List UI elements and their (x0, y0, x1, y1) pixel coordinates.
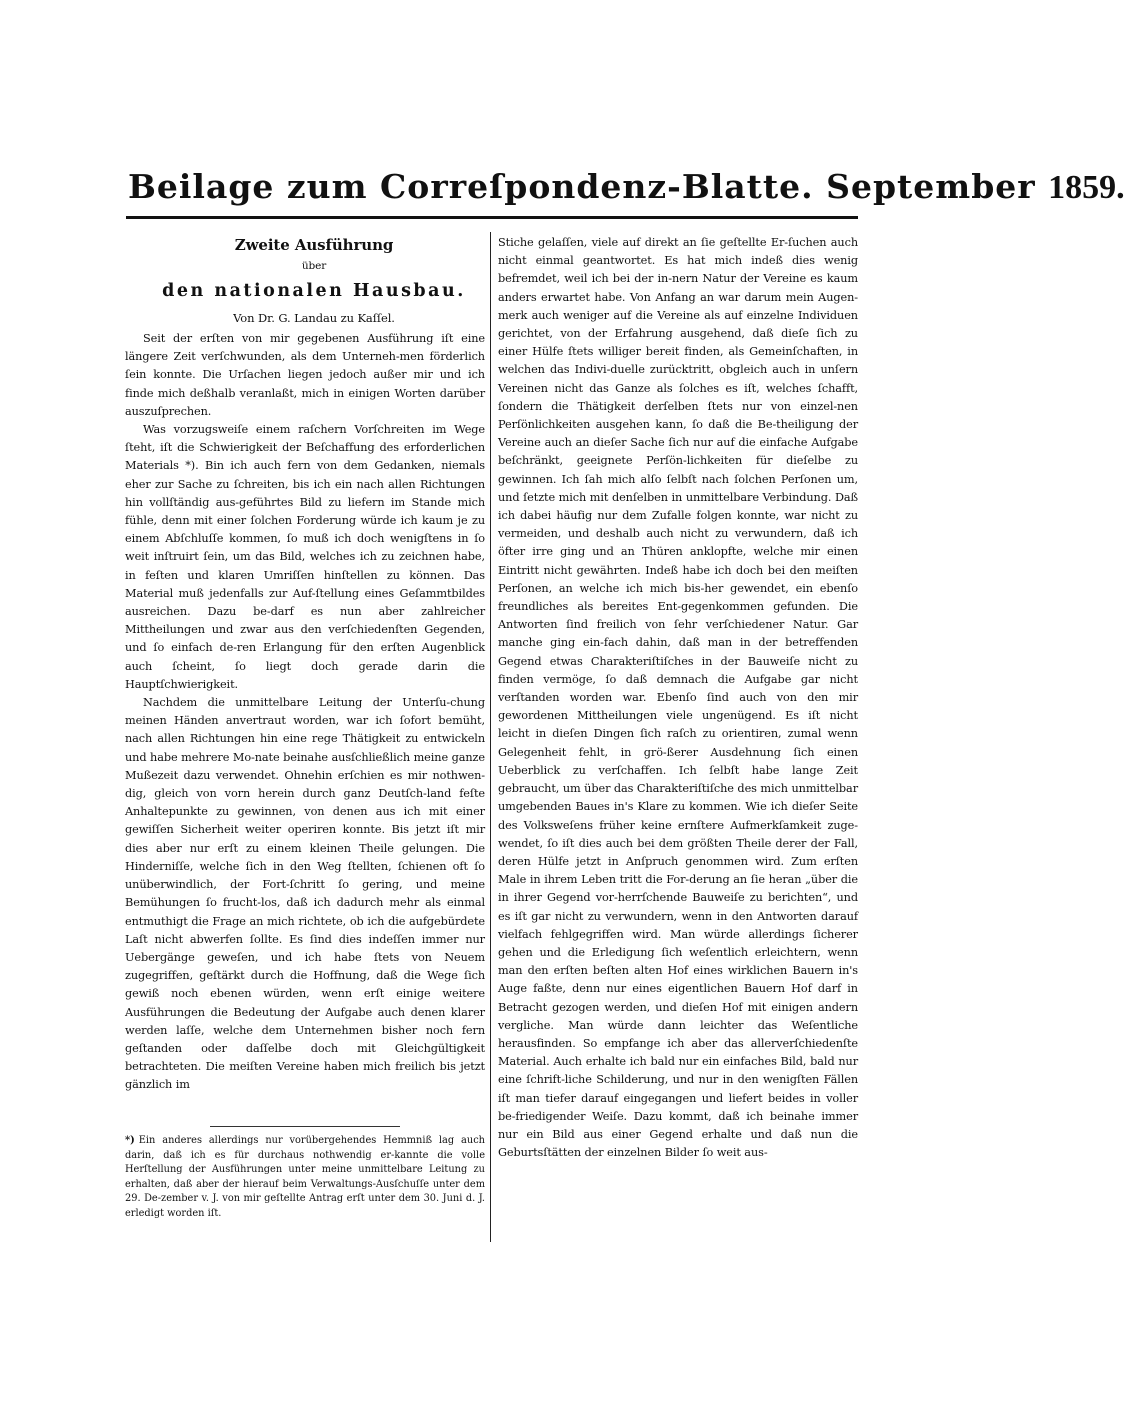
left-paragraph-3: Nachdem die unmittelbare Leitung der Unterſu-chung meinen Händen anvertraut worden, war ich ſofort bemüht, nach allen Richtungen hin eine rege Thätigkeit zu entwickeln und habe mehrere Mo-nate beinahe ausſchließlich meine ganze Mußezeit dazu verwendet. Ohnehin erſchien es mir nothwen-dig, gleich von vorn herein durch ganz Deutſch-land feſte Anhaltepunkte zu gewinnen, von denen aus ich mit einer gewiſſen Sicherheit weiter operiren konnte. Bis jetzt iſt mir dies aber nur erſt zu einem kleinen Theile gelungen. Die Hinderniſſe, welche ſich in den Weg ſtellten, ſchienen oft ſo unüberwindlich, der Fort-ſchritt ſo gering, und meine Bemühungen ſo frucht-los, daß ich dadurch mehr als einmal entmuthigt die Frage an mich richtete, ob ich die aufgebürdete Laſt nicht abwerfen ſollte. Es ſind dies indeſſen immer nur Uebergänge geweſen, und ich habe ſtets von Neuem zugegriffen, geſtärkt durch die Hoffnung, daß die Wege ſich gewiß noch ebenen würden, wenn erſt einige weitere Ausführungen die Bedeutung der Aufgabe auch denen klarer werden laſſe, welche dem Unternehmen bisher noch fern geſtanden oder daſſelbe doch mit Gleichgültigkeit betrachteten. Die meiſten Vereine haben mich freilich bis jetzt gänzlich im (125, 696, 485, 1092)
article-subject: den nationalen Hausbau. (162, 281, 466, 301)
footnote-mark: *) (125, 1135, 135, 1146)
right-paragraph-1: Stiche gelaſſen, viele auf direkt an ſie geſtellte Er-ſuchen auch nicht einmal geantwortet. Es hat mich indeß dies wenig befremdet, weil ich bei der in-nern Natur der Vereine es kaum anders erwartet habe. Von Anfang an war darum mein Augen-merk auch weniger auf die Vereine als auf einzelne Individuen gerichtet, von der Erfahrung ausgehend, daß dieſe ſich zu einer Hülfe ſtets williger bereit finden, als Gemeinſchaften, in welchen das Indivi-duelle zurücktritt, obgleich auch in unſern Vereinen nicht das Ganze als ſolches es iſt, welches ſchafft, ſondern die Thätigkeit derſelben ſtets nur von einzel-nen Perſönlichkeiten ausgehen kann, ſo daß die Be-theiligung der Vereine auch an dieſer Sache ſich nur auf die einfache Aufgabe beſchränkt, geeignete Perſön-lichkeiten für dieſelbe zu gewinnen. Ich ſah mich alſo ſelbſt nach ſolchen Perſonen um, und ſetzte mich mit denſelben in unmittelbare Verbindung. Daß ich dabei häufig nur dem Zufalle folgen konnte, war nicht zu vermeiden, und deshalb auch nicht zu verwundern, daß ich öfter irre ging und an Thüren anklopfte, welche mir einen Eintritt nicht gewährten. Indeß habe ich doch bei den meiſten Perſonen, an welche ich mich bis-her gewendet, ein ebenſo freundliches als bereites Ent-gegenkommen gefunden. Die Antworten ſind freilich von ſehr verſchiedener Natur. Gar manche ging ein-fach dahin, daß man in der betreffenden Gegend etwas Charakteriſtiſches in der Bauweiſe nicht zu finden vermöge, ſo daß demnach die Aufgabe gar nicht verſtanden worden war. Ebenſo ſind auch von den mir gewordenen Mittheilungen viele ungenügend. Es iſt nicht leicht in dieſen Dingen ſich raſch zu orientiren, zumal wenn Gelegenheit fehlt, in grö-ßerer Ausdehnung ſich einen Ueberblick zu verſchaffen. Ich ſelbſt habe lange Zeit gebraucht, um über das Charakteriſtiſche des mich unmittelbar umgebenden Baues in's Klare zu kommen. Wie ich dieſer Seite des Volksweſens früher keine ernſtere Aufmerkſamkeit zuge-wendet, ſo iſt dies auch bei dem größten Theile derer der Fall, deren Hülfe jetzt in Anſpruch genommen wird. Zum erſten Male in ihrem Leben tritt die For-derung an ſie heran „über die in ihrer Gegend vor-herrſchende Bauweiſe zu berichten“, und es iſt gar nicht zu verwundern, wenn in den Antworten darauf vielfach fehlgegriffen wird. Man würde allerdings ſicherer gehen und die Erledigung ſich weſentlich erleichtern, wenn man den erſten beſten alten Hof eines wirklichen Bauern in's Auge faßte, denn nur eines eigentlichen Bauern Hof darf in Betracht gezogen werden, und dieſen Hof mit einigen andern vergliche. Man würde dann leichter das Weſentliche herausfinden. So empfange ich aber das allerverſchiedenſte Material. Auch erhalte ich bald nur ein einfaches Bild, bald nur eine ſchrift-liche Schilderung, und nur in den wenigſten Fällen iſt man tiefer darauf eingegangen und liefert beides in voller be-friedigender Weiſe. Dazu kommt, daß ich beinahe immer nur ein Bild aus einer Gegend erhalte und daß nun die Geburtsſtätten der einzelnen Bilder ſo weit aus- (498, 236, 858, 1160)
right-column (498, 234, 858, 1162)
masthead-rule (126, 216, 858, 219)
left-column (125, 234, 485, 1095)
masthead (128, 156, 1125, 218)
footnote-text: Ein anderes allerdings nur vorübergehendes Hemmniß lag auch darin, daß ich es für durchaus nothwendig er-kannte die volle Herſtellung der Ausführungen unter meine unmittelbare Leitung zu erhalten, daß aber der hierauf beim Verwaltungs-Ausſchuſſe unter dem 29. De-zember v. J. von mir geſtellte Antrag erſt unter dem 30. Juni d. J. erledigt worden iſt. (125, 1135, 485, 1219)
masthead-title: Beilage zum Correſpondenz-Blatte. (128, 167, 814, 206)
masthead-year: 1859. (1048, 169, 1125, 206)
footnote-rule (210, 1126, 400, 1127)
column-divider (490, 232, 491, 1242)
left-paragraph-1: Seit der erſten von mir gegebenen Ausführung iſt eine längere Zeit verſchwunden, als dem Unterneh-men förderlich ſein konnte. Die Urſachen liegen jedoch außer mir und ich finde mich deßhalb veranlaßt, mich in einigen Worten darüber auszuſprechen. (125, 332, 485, 418)
article-title: Zweite Ausführung (234, 236, 394, 254)
left-paragraph-2: Was vorzugsweiſe einem raſchern Vorſchreiten im Wege ſteht, iſt die Schwierigkeit der Beſchaffung des erforderlichen Materials *). Bin ich auch fern von dem Gedanken, niemals eher zur Sache zu ſchreiten, bis ich ein nach allen Richtungen hin vollſtändig aus-geführtes Bild zu liefern im Stande mich fühle, denn mit einer ſolchen Forderung würde ich kaum je zu einem Abſchluſſe kommen, ſo muß ich doch wenigſtens in ſo weit inſtruirt ſein, um das Bild, welches ich zu zeichnen habe, in feſten und klaren Umriſſen hinſtellen zu können. Das Material muß jedenfalls zur Auf-ſtellung eines Geſammtbildes ausreichen. Dazu be-darf es nun aber zahlreicher Mittheilungen und zwar aus den verſchiedenſten Gegenden, und ſo einfach de-ren Erlangung für den erſten Augenblick auch ſcheint, ſo liegt doch gerade darin die Hauptſchwierigkeit. (125, 423, 485, 691)
footnote (125, 1134, 485, 1222)
article-byline: Von Dr. G. Landau zu Kaſſel. (233, 311, 395, 325)
article-ueber: über (301, 260, 327, 272)
masthead-month: September (826, 167, 1036, 206)
